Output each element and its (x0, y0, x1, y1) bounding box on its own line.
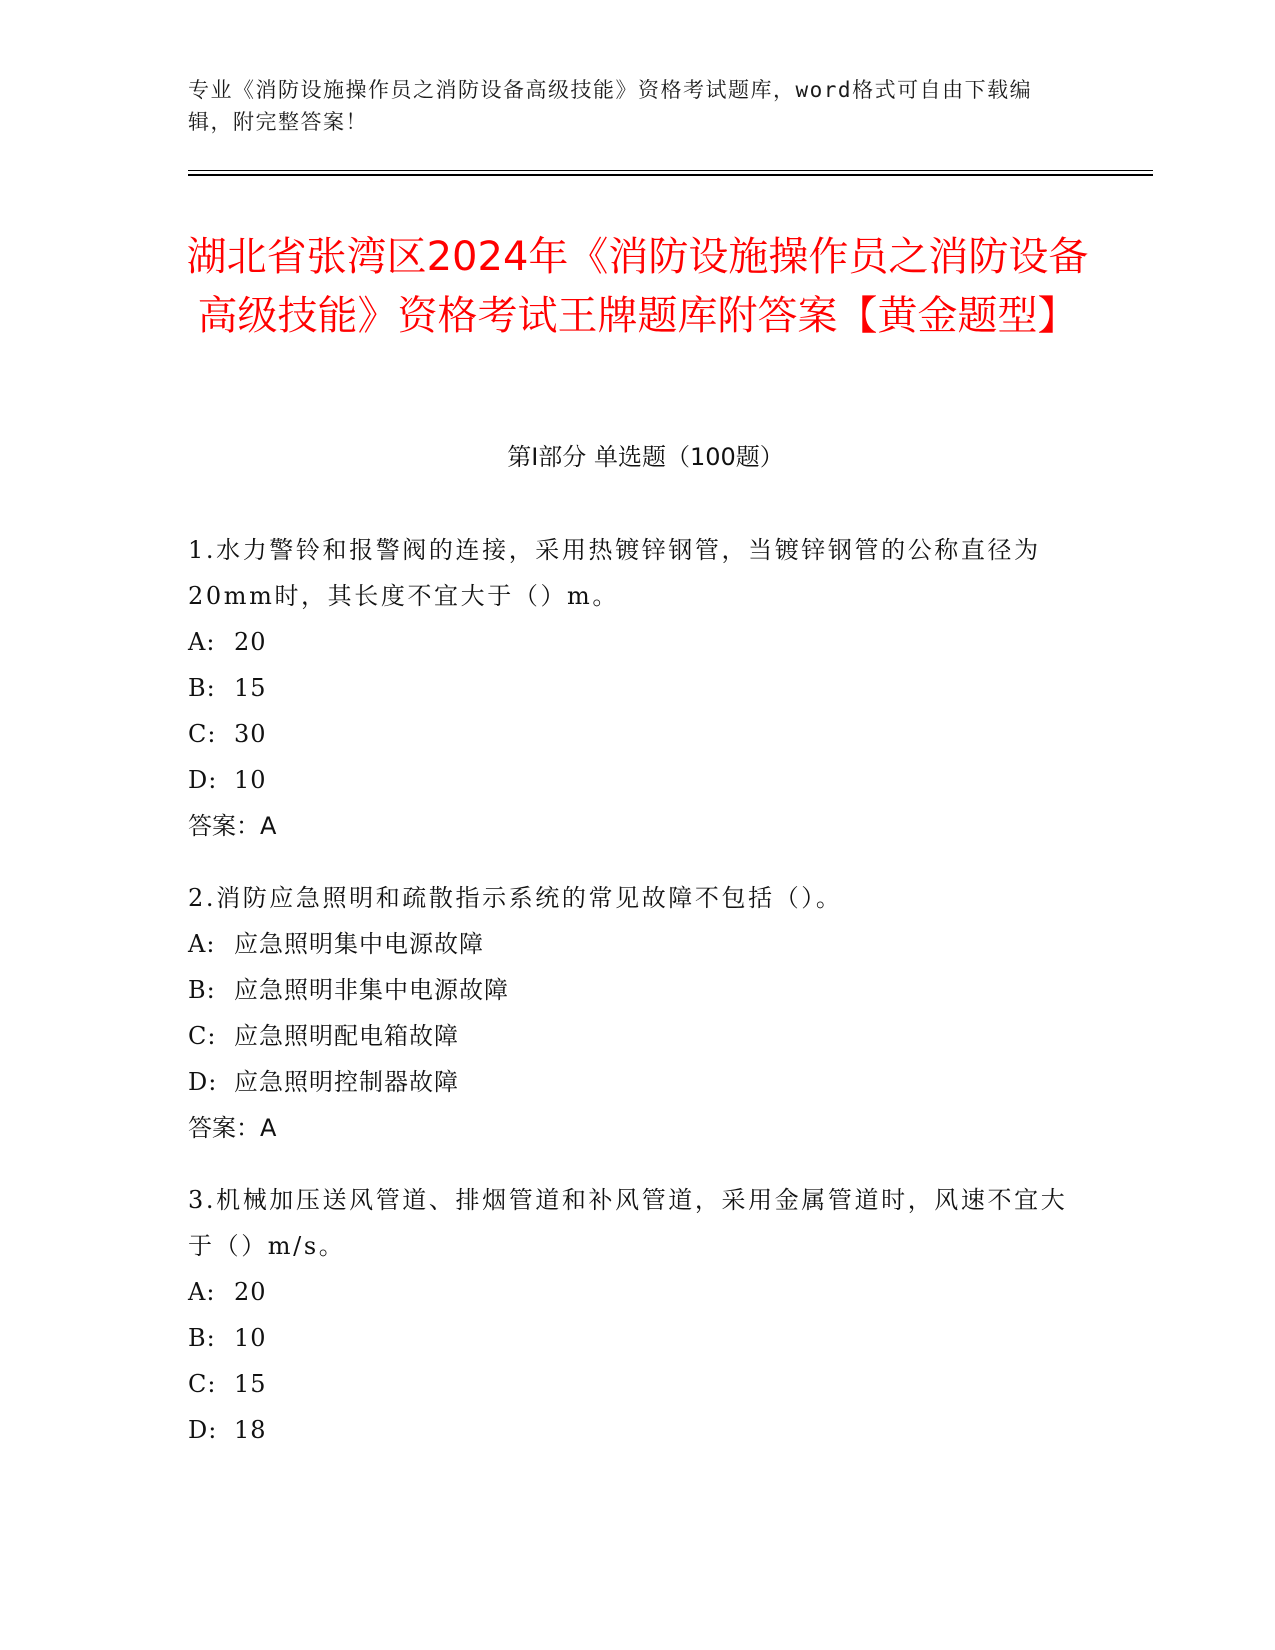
option-letter: D: (188, 1068, 218, 1096)
option-c (188, 1361, 1068, 1407)
option-c (188, 711, 1068, 757)
document-title: 湖北省张湾区2024年《消防设施操作员之消防设备高级技能》资格考试王牌题库附答案【黄金题型】 (186, 234, 1089, 339)
option-text: 20 (234, 1278, 267, 1306)
question-2 (188, 875, 1068, 1151)
option-letter: A: (188, 628, 216, 656)
question-stem: 2.消防应急照明和疏散指示系统的常见故障不包括（）。 (188, 884, 843, 912)
option-d (188, 1407, 1068, 1453)
question-3 (188, 1177, 1068, 1453)
answer-line: 答案：A (188, 812, 277, 840)
option-text: 10 (234, 1324, 267, 1352)
option-letter: B: (188, 976, 216, 1004)
question-stem: 3.机械加压送风管道、排烟管道和补风管道，采用金属管道时，风速不宜大于（）m/s。 (188, 1186, 1068, 1260)
option-a (188, 1269, 1068, 1315)
option-text: 18 (234, 1416, 267, 1444)
option-b (188, 1315, 1068, 1361)
option-text: 15 (234, 1370, 267, 1398)
option-c (188, 1013, 1068, 1059)
option-text: 应急照明控制器故障 (234, 1068, 459, 1096)
header-note: 专业《消防设施操作员之消防设备高级技能》资格考试题库，word格式可自由下载编辑，附完整答案！ (188, 78, 1033, 134)
option-letter: C: (188, 1022, 217, 1050)
header-rule-thin (188, 170, 1153, 171)
option-text: 30 (234, 720, 267, 748)
option-letter: D: (188, 766, 218, 794)
option-text: 应急照明集中电源故障 (234, 930, 484, 958)
option-text: 20 (234, 628, 267, 656)
option-a (188, 619, 1068, 665)
option-text: 15 (234, 674, 267, 702)
option-d (188, 1059, 1068, 1105)
question-stem: 1.水力警铃和报警阀的连接，采用热镀锌钢管，当镀锌钢管的公称直径为20mm时，其长度不宜大于（）m。 (188, 536, 1041, 610)
option-text: 应急照明非集中电源故障 (234, 976, 509, 1004)
question-1 (188, 527, 1068, 849)
option-letter: B: (188, 1324, 216, 1352)
option-b (188, 665, 1068, 711)
option-letter: A: (188, 930, 216, 958)
option-a (188, 921, 1068, 967)
answer-line: 答案：A (188, 1114, 277, 1142)
option-b (188, 967, 1068, 1013)
section-heading: 第Ⅰ部分 单选题（100题） (507, 443, 784, 471)
header-rule-thick (188, 174, 1153, 176)
option-letter: C: (188, 1370, 217, 1398)
option-letter: B: (188, 674, 216, 702)
option-text: 应急照明配电箱故障 (234, 1022, 459, 1050)
option-d (188, 757, 1068, 803)
option-letter: C: (188, 720, 217, 748)
option-text: 10 (234, 766, 267, 794)
option-letter: D: (188, 1416, 218, 1444)
option-letter: A: (188, 1278, 216, 1306)
question-list (188, 527, 1068, 1479)
